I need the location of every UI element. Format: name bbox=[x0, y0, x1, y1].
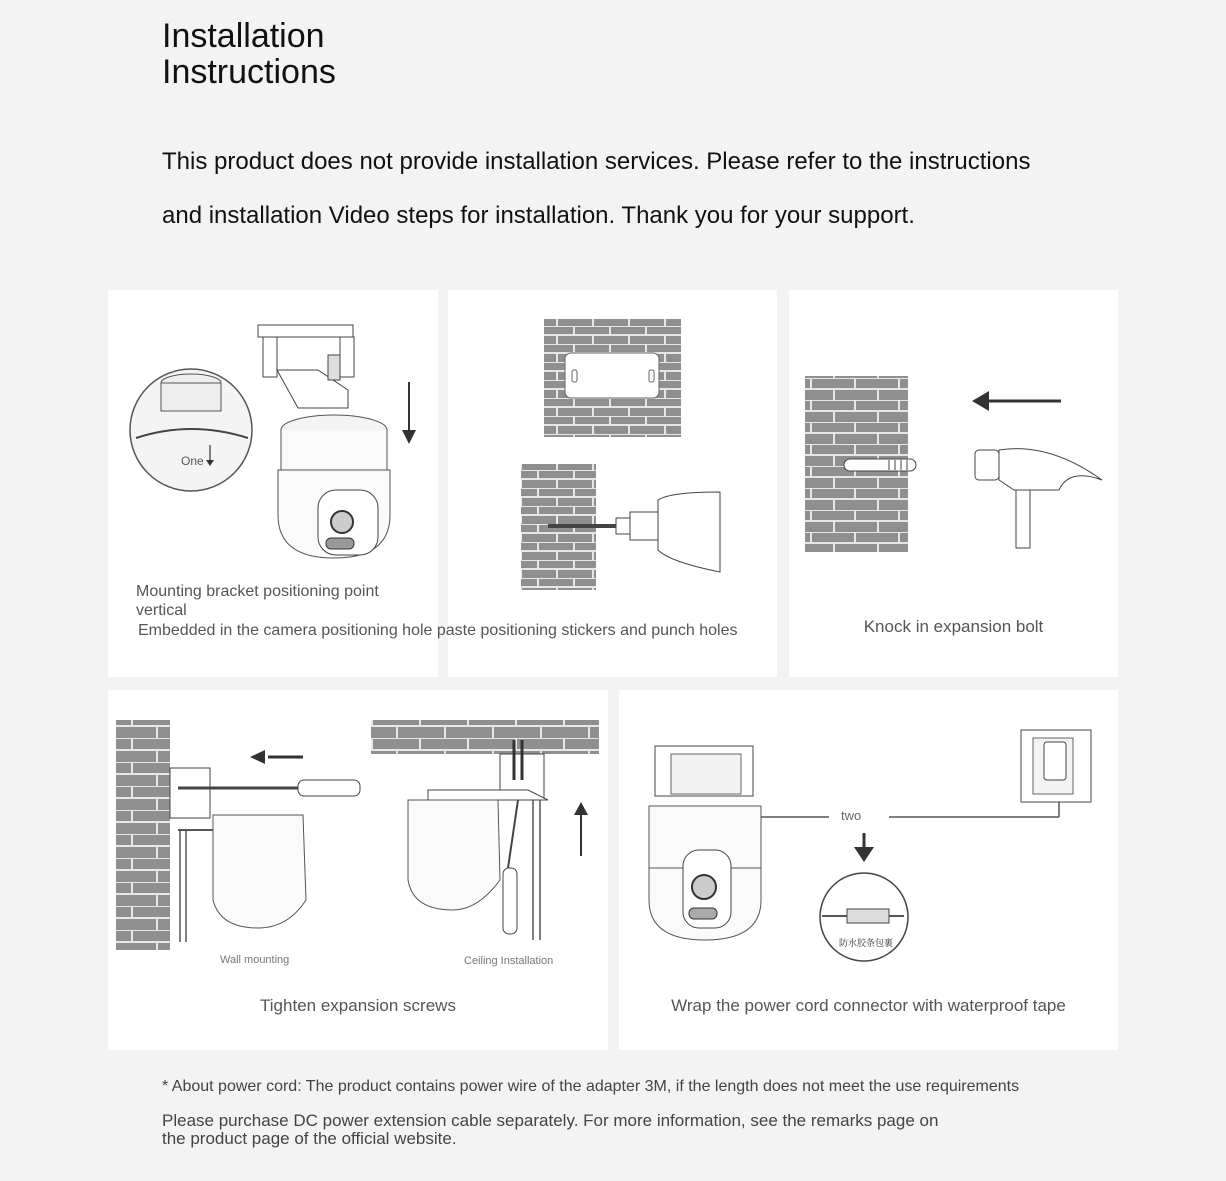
step1-caption: Mounting bracket positioning point vertical bbox=[136, 583, 379, 619]
step5-panel bbox=[619, 690, 1118, 1050]
step3-caption: Knock in expansion bolt bbox=[863, 617, 1044, 636]
step5-caption: Wrap the power cord connector with waterproof tape bbox=[671, 996, 1066, 1015]
step1-panel bbox=[108, 290, 438, 677]
step2-panel bbox=[448, 290, 777, 677]
step4-caption: Tighten expansion screws bbox=[260, 996, 456, 1015]
label-waterproof-tape: 防水胶条包裹 bbox=[839, 938, 894, 948]
label-one: One bbox=[181, 454, 204, 468]
notes-section bbox=[162, 1078, 1062, 1148]
label-wall-mounting: Wall mounting bbox=[220, 954, 290, 966]
extension-cable-note: Please purchase DC power extension cable separately. For more information, see the remarks page on the product page of the official website. bbox=[162, 1111, 939, 1148]
page-title: Installation Instructions bbox=[162, 17, 336, 91]
step2-caption: Embedded in the camera positioning hole paste positioning stickers and punch holes bbox=[138, 622, 738, 639]
power-cord-note: * About power cord: The product contains power wire of the adapter 3M, if the length does not meet the use requirements bbox=[162, 1078, 1020, 1095]
intro-text: This product does not provide installation services. Please refer to the instructions and installation Video steps for installation. Thank you for your support. bbox=[162, 148, 1031, 229]
step4-panel bbox=[108, 690, 608, 1050]
label-two: two bbox=[841, 808, 862, 823]
drill-wall-icon bbox=[448, 290, 777, 677]
label-ceiling-installation: Ceiling Installation bbox=[464, 955, 554, 967]
step3-panel bbox=[789, 290, 1118, 677]
